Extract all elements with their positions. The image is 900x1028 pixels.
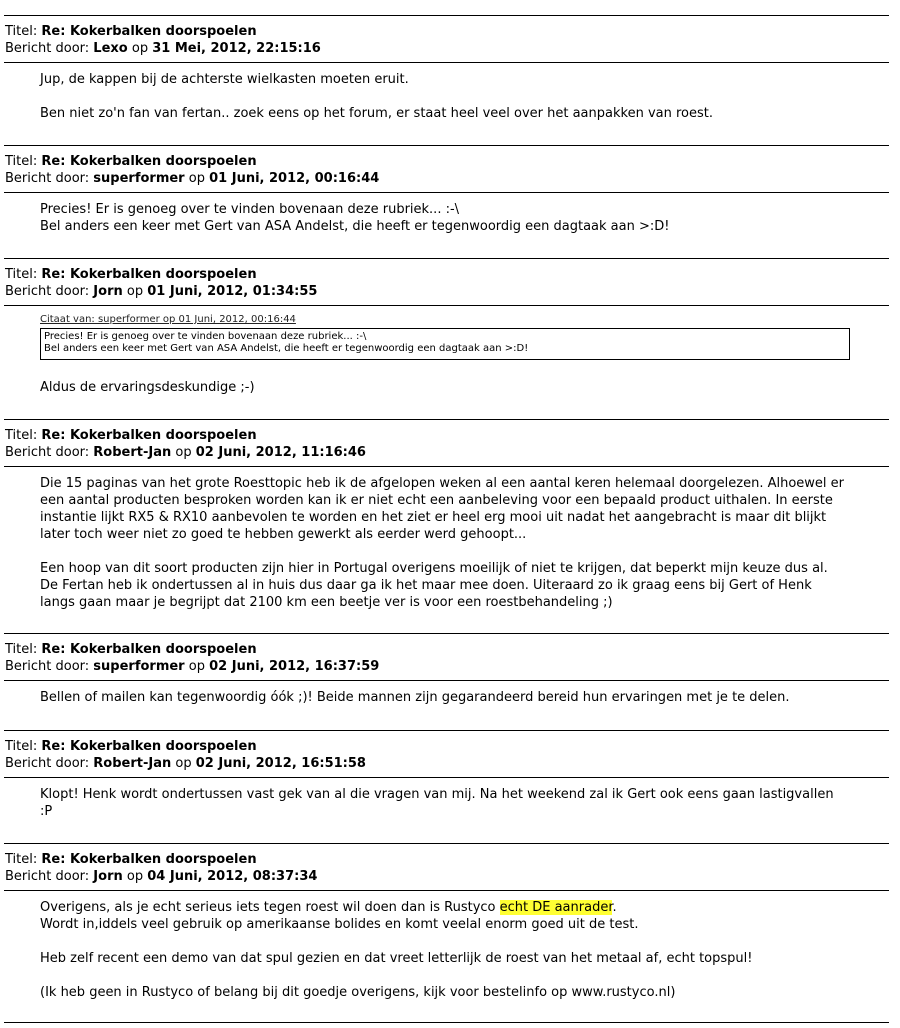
quote-header-link[interactable]: Citaat van: superformer op 01 Juni, 2012, 00:16:44 bbox=[40, 314, 296, 325]
post-body bbox=[40, 689, 852, 706]
post-author-line: Bericht door: Jorn op 01 Juni, 2012, 01:34:55 bbox=[5, 284, 318, 299]
post-text: later toch weer niet zo goed te hebben gewerkt als eerder werd gehoopt... bbox=[40, 527, 527, 542]
post-title-line: Titel: Re: Kokerbalken doorspoelen bbox=[5, 739, 257, 754]
post-text: Bellen of mailen kan tegenwoordig óók ;)! Beide mannen zijn gegarandeerd bereid hun ervaringen met je te delen. bbox=[40, 690, 790, 705]
post-author-line: Bericht door: Jorn op 04 Juni, 2012, 08:37:34 bbox=[5, 869, 318, 884]
post-author-line: Bericht door: superformer op 01 Juni, 2012, 00:16:44 bbox=[5, 171, 380, 186]
post-title-line: Titel: Re: Kokerbalken doorspoelen bbox=[5, 428, 257, 443]
post-text: Ben niet zo'n fan van fertan.. zoek eens op het forum, er staat heel veel over het aanpakken van roest. bbox=[40, 106, 713, 121]
post-text: Jup, de kappen bij de achterste wielkasten moeten eruit. bbox=[40, 72, 409, 87]
post-author[interactable]: superformer bbox=[93, 659, 185, 674]
post-top-rule bbox=[4, 633, 889, 634]
post-text: Klopt! Henk wordt ondertussen vast gek van al die vragen van mij. Na het weekend zal ik Gert ook eens gaan lastigvallen bbox=[40, 787, 834, 802]
post-text: (Ik heb geen in Rustyco of belang bij dit goedje overigens, kijk voor bestelinfo op www.rustyco.nl) bbox=[40, 985, 676, 1000]
post-top-rule bbox=[4, 258, 889, 259]
post-date: 04 Juni, 2012, 08:37:34 bbox=[147, 869, 318, 884]
post-body bbox=[40, 201, 852, 235]
post-title: Re: Kokerbalken doorspoelen bbox=[41, 852, 257, 867]
post-author[interactable]: Jorn bbox=[93, 284, 123, 299]
post-date: 02 Juni, 2012, 16:51:58 bbox=[195, 756, 366, 771]
post-header-rule bbox=[4, 305, 889, 306]
post-text: Bel anders een keer met Gert van ASA Andelst, die heeft er tegenwoordig een dagtaak aan >:D! bbox=[40, 219, 670, 234]
post-title-line: Titel: Re: Kokerbalken doorspoelen bbox=[5, 852, 257, 867]
post-date: 02 Juni, 2012, 16:37:59 bbox=[209, 659, 380, 674]
quote-box bbox=[40, 328, 850, 360]
post-text: een aantal producten besproken worden kan ik er niet echt een aanbeleving voor een bepaald product uithalen. In eerste bbox=[40, 493, 833, 508]
post-text: Heb zelf recent een demo van dat spul gezien en dat vreet letterlijk de roest van het metaal af, echt topspul! bbox=[40, 951, 753, 966]
quote-text: Bel anders een keer met Gert van ASA Andelst, die heeft er tegenwoordig een dagtaak aan >:D! bbox=[44, 343, 529, 354]
post-author[interactable]: Robert-Jan bbox=[93, 445, 172, 460]
post-top-rule bbox=[4, 419, 889, 420]
post-body bbox=[40, 899, 852, 1001]
post-header-rule bbox=[4, 680, 889, 681]
post-text: Een hoop van dit soort producten zijn hier in Portugal overigens moeilijk of niet te krijgen, dat beperkt mijn keuze dus al. bbox=[40, 561, 828, 576]
post-title-line: Titel: Re: Kokerbalken doorspoelen bbox=[5, 267, 257, 282]
post-body bbox=[40, 475, 870, 611]
post-text: instantie lijkt RX5 & RX10 aanbevolen te worden en het ziet er heel erg mooi uit nadat het aangebracht is maar dit blijkt bbox=[40, 510, 827, 525]
post-author-line: Bericht door: Robert-Jan op 02 Juni, 2012, 16:51:58 bbox=[5, 756, 366, 771]
post-title: Re: Kokerbalken doorspoelen bbox=[41, 739, 257, 754]
post-date: 02 Juni, 2012, 11:16:46 bbox=[195, 445, 366, 460]
post-author-line: Bericht door: superformer op 02 Juni, 2012, 16:37:59 bbox=[5, 659, 380, 674]
post-author-line: Bericht door: Lexo op 31 Mei, 2012, 22:15:16 bbox=[5, 41, 321, 56]
post-date: 01 Juni, 2012, 00:16:44 bbox=[209, 171, 380, 186]
post-body bbox=[40, 71, 852, 122]
post-header-rule bbox=[4, 777, 889, 778]
post-text: Precies! Er is genoeg over te vinden bovenaan deze rubriek... :-\ bbox=[40, 202, 460, 217]
post-author[interactable]: Lexo bbox=[93, 41, 128, 56]
post-body bbox=[40, 379, 852, 396]
post-text: :P bbox=[40, 804, 53, 819]
post-header-rule bbox=[4, 192, 889, 193]
page-bottom-rule bbox=[4, 1022, 889, 1023]
post-title: Re: Kokerbalken doorspoelen bbox=[41, 428, 257, 443]
post-author[interactable]: Jorn bbox=[93, 869, 123, 884]
post-header-rule bbox=[4, 890, 889, 891]
post-header-rule bbox=[4, 466, 889, 467]
post-title-line: Titel: Re: Kokerbalken doorspoelen bbox=[5, 24, 257, 39]
post-date: 01 Juni, 2012, 01:34:55 bbox=[147, 284, 318, 299]
post-header-rule bbox=[4, 62, 889, 63]
post-top-rule bbox=[4, 145, 889, 146]
post-date: 31 Mei, 2012, 22:15:16 bbox=[152, 41, 321, 56]
post-title-line: Titel: Re: Kokerbalken doorspoelen bbox=[5, 154, 257, 169]
post-author-line: Bericht door: Robert-Jan op 02 Juni, 2012, 11:16:46 bbox=[5, 445, 366, 460]
post-title: Re: Kokerbalken doorspoelen bbox=[41, 154, 257, 169]
post-title: Re: Kokerbalken doorspoelen bbox=[41, 267, 257, 282]
post-top-rule bbox=[4, 15, 889, 16]
post-title: Re: Kokerbalken doorspoelen bbox=[41, 24, 257, 39]
quote-text: Precies! Er is genoeg over te vinden bovenaan deze rubriek... :-\ bbox=[44, 331, 367, 342]
post-title-line: Titel: Re: Kokerbalken doorspoelen bbox=[5, 642, 257, 657]
post-top-rule bbox=[4, 843, 889, 844]
post-text: Die 15 paginas van het grote Roesttopic heb ik de afgelopen weken al een aantal keren helemaal doorgelezen. Alhoewel er bbox=[40, 476, 845, 491]
post-top-rule bbox=[4, 730, 889, 731]
post-text: Aldus de ervaringsdeskundige ;-) bbox=[40, 380, 255, 395]
post-body bbox=[40, 786, 852, 820]
highlighted-text: echt DE aanrader bbox=[499, 900, 613, 915]
post-title: Re: Kokerbalken doorspoelen bbox=[41, 642, 257, 657]
post-author[interactable]: superformer bbox=[93, 171, 185, 186]
post-text: Wordt in,iddels veel gebruik op amerikaanse bolides en komt veelal enorm goed uit de test. bbox=[40, 917, 639, 932]
post-text: De Fertan heb ik ondertussen al in huis dus daar ga ik het maar mee doen. Uiteraard zo ik graag eens bij Gert of Henk bbox=[40, 578, 812, 593]
post-text: langs gaan maar je begrijpt dat 2100 km een beetje ver is voor een roestbehandeling ;) bbox=[40, 595, 613, 610]
post-author[interactable]: Robert-Jan bbox=[93, 756, 172, 771]
post-text: Overigens, als je echt serieus iets tegen roest wil doen dan is Rustyco echt DE aanrader. bbox=[40, 900, 617, 915]
